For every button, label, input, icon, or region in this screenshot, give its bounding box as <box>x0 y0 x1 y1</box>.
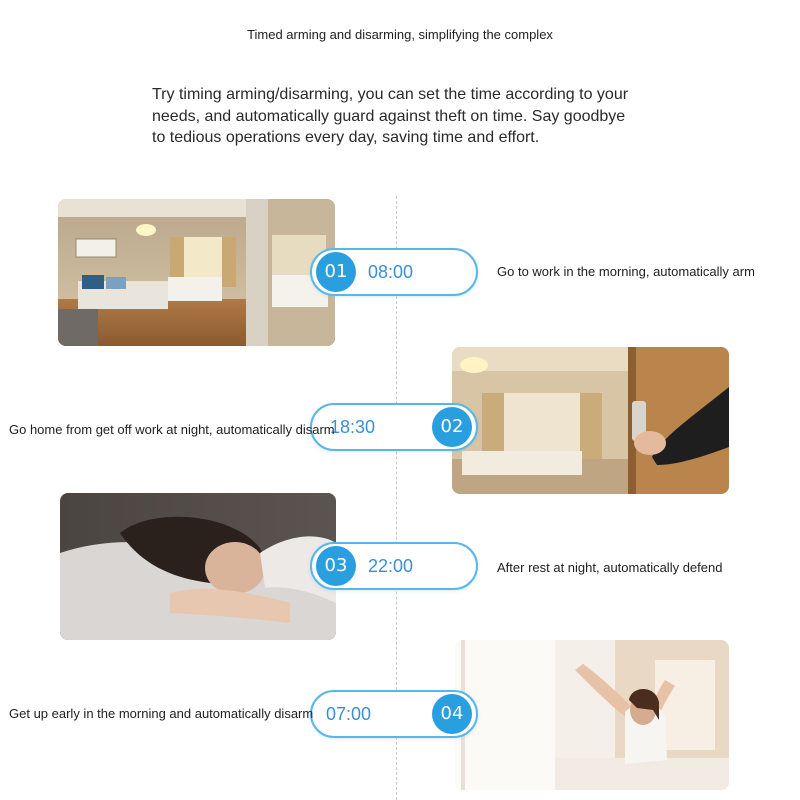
schedule-pill-0800[interactable] <box>310 248 478 296</box>
schedule-time: 22:00 <box>368 556 414 576</box>
morning-stretch-photo <box>455 640 729 790</box>
schedule-pill-2200[interactable] <box>310 542 478 590</box>
schedule-pill-1830[interactable] <box>310 403 478 451</box>
schedule-time: 08:00 <box>368 262 414 282</box>
step-badge-icon: 01 <box>316 252 356 292</box>
door-key-photo <box>452 347 729 494</box>
schedule-pill-0700[interactable] <box>310 690 478 738</box>
sleeping-woman-photo <box>60 493 336 640</box>
schedule-caption: Go to work in the morning, automatically arm <box>497 264 755 279</box>
schedule-caption: Get up early in the morning and automatically disarm <box>9 706 314 721</box>
schedule-time: 07:00 <box>326 704 372 724</box>
step-badge-icon: 02 <box>432 407 472 447</box>
step-badge-icon: 04 <box>432 694 472 734</box>
schedule-caption: Go home from get off work at night, automatically disarm <box>9 422 335 437</box>
step-badge-icon: 03 <box>316 546 356 586</box>
schedule-caption: After rest at night, automatically defend <box>497 560 723 575</box>
intro-text: Try timing arming/disarming, you can set the time according to your needs, and automatically guard against theft on time. Say goodbye to tedious operations every day, saving time and effort. <box>152 86 629 146</box>
schedule-time: 18:30 <box>330 417 376 437</box>
section-heading: Timed arming and disarming, simplifying the complex <box>247 27 553 42</box>
hotel-room-photo <box>58 199 335 346</box>
